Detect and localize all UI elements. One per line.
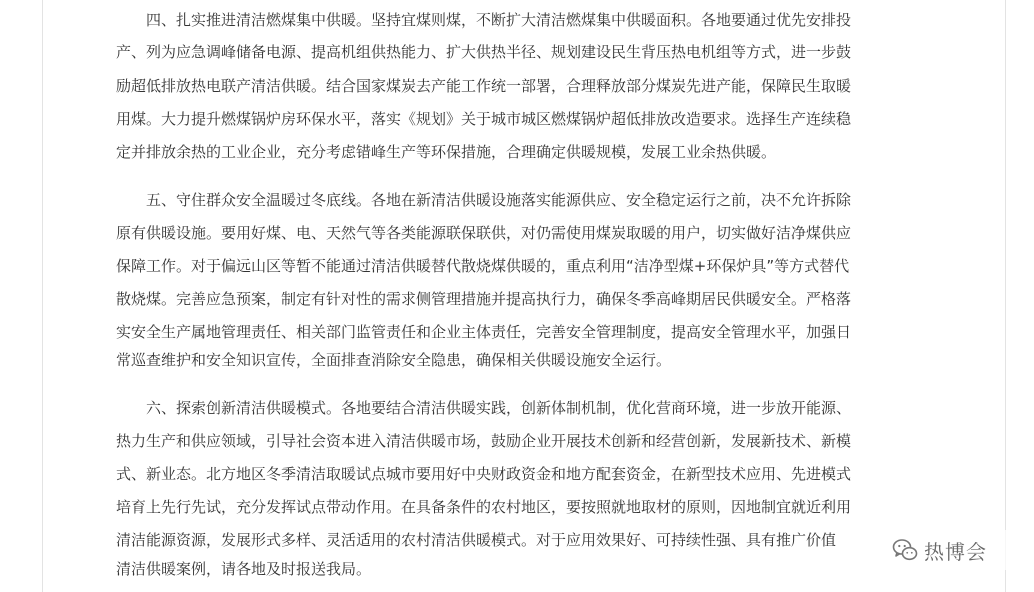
watermark (892, 530, 1012, 570)
paragraph-6-line: 清洁供暖案例，请各地及时报送我局。 (116, 560, 372, 578)
paragraph-5-line: 实安全生产属地管理责任、相关部门监管责任和企业主体责任，完善安全管理制度，提高安全管理水平，加强日 (116, 323, 852, 341)
paragraph-4-line: 定并排放余热的工业企业，充分考虑错峰生产等环保措施，合理确定供暖规模，发展工业余热供暖。 (116, 143, 777, 161)
paragraph-4-line: 产、列为应急调峰储备电源、提高机组供热能力、扩大供热半径、规划建设民生背压热电机组等方式，进一步鼓 (116, 43, 852, 61)
right-border-line (1005, 0, 1006, 592)
paragraph-6-line: 式、新业态。北方地区冬季清洁取暖试点城市要用好中央财政资金和地方配套资金，在新型技术应用、先进模式 (116, 465, 852, 483)
paragraph-4-line: 四、扎实推进清洁燃煤集中供暖。坚持宜煤则煤，不断扩大清洁燃煤集中供暖面积。各地要通过优先安排投 (146, 11, 852, 29)
paragraph-4-line: 用煤。大力提升燃煤锅炉房环保水平，落实《规划》关于城市城区燃煤锅炉超低排放改造要求。选择生产连续稳 (116, 110, 852, 128)
paragraph-5-line: 五、守住群众安全温暖过冬底线。各地在新清洁供暖设施落实能源供应、安全稳定运行之前，决不允许拆除 (146, 191, 852, 209)
paragraph-5-line: 保障工作。对于偏远山区等暂不能通过清洁供暖替代散烧煤供暖的，重点利用“洁净型煤+环保炉具”等方式替代 (116, 257, 850, 275)
watermark-text: 热博会 (924, 539, 987, 564)
paragraph-5-line: 常巡查维护和安全知识宣传，全面排查消除安全隐患，确保相关供暖设施安全运行。 (116, 351, 672, 369)
paragraph-4-line: 励超低排放热电联产清洁供暖。结合国家煤炭去产能工作统一部署，合理释放部分煤炭先进产能，保障民生取暖 (116, 77, 852, 95)
paragraph-6-line: 清洁能源资源，发展形式多样、灵活适用的农村清洁供暖模式。对于应用效果好、可持续性强、具有推广价值 (116, 531, 837, 549)
paragraph-5-line: 原有供暖设施。要用好煤、电、天然气等各类能源联保联供，对仍需使用煤炭取暖的用户，切实做好洁净煤供应 (116, 224, 852, 242)
paragraph-5-line: 散烧煤。完善应急预案，制定有针对性的需求侧管理措施并提高执行力，确保冬季高峰期居民供暖安全。严格落 (116, 290, 852, 308)
wechat-icon (892, 537, 918, 563)
paragraph-6-line: 培育上先行先试，充分发挥试点带动作用。在具备条件的农村地区，要按照就地取材的原则，因地制宜就近利用 (116, 498, 852, 516)
left-border-line (42, 0, 43, 592)
paragraph-6-line: 热力生产和供应领域，引导社会资本进入清洁供暖市场，鼓励企业开展技术创新和经营创新，发展新技术、新模 (116, 432, 852, 450)
paragraph-6-line: 六、探索创新清洁供暖模式。各地要结合清洁供暖实践，创新体制机制，优化营商环境，进一步放开能源、 (146, 399, 852, 417)
